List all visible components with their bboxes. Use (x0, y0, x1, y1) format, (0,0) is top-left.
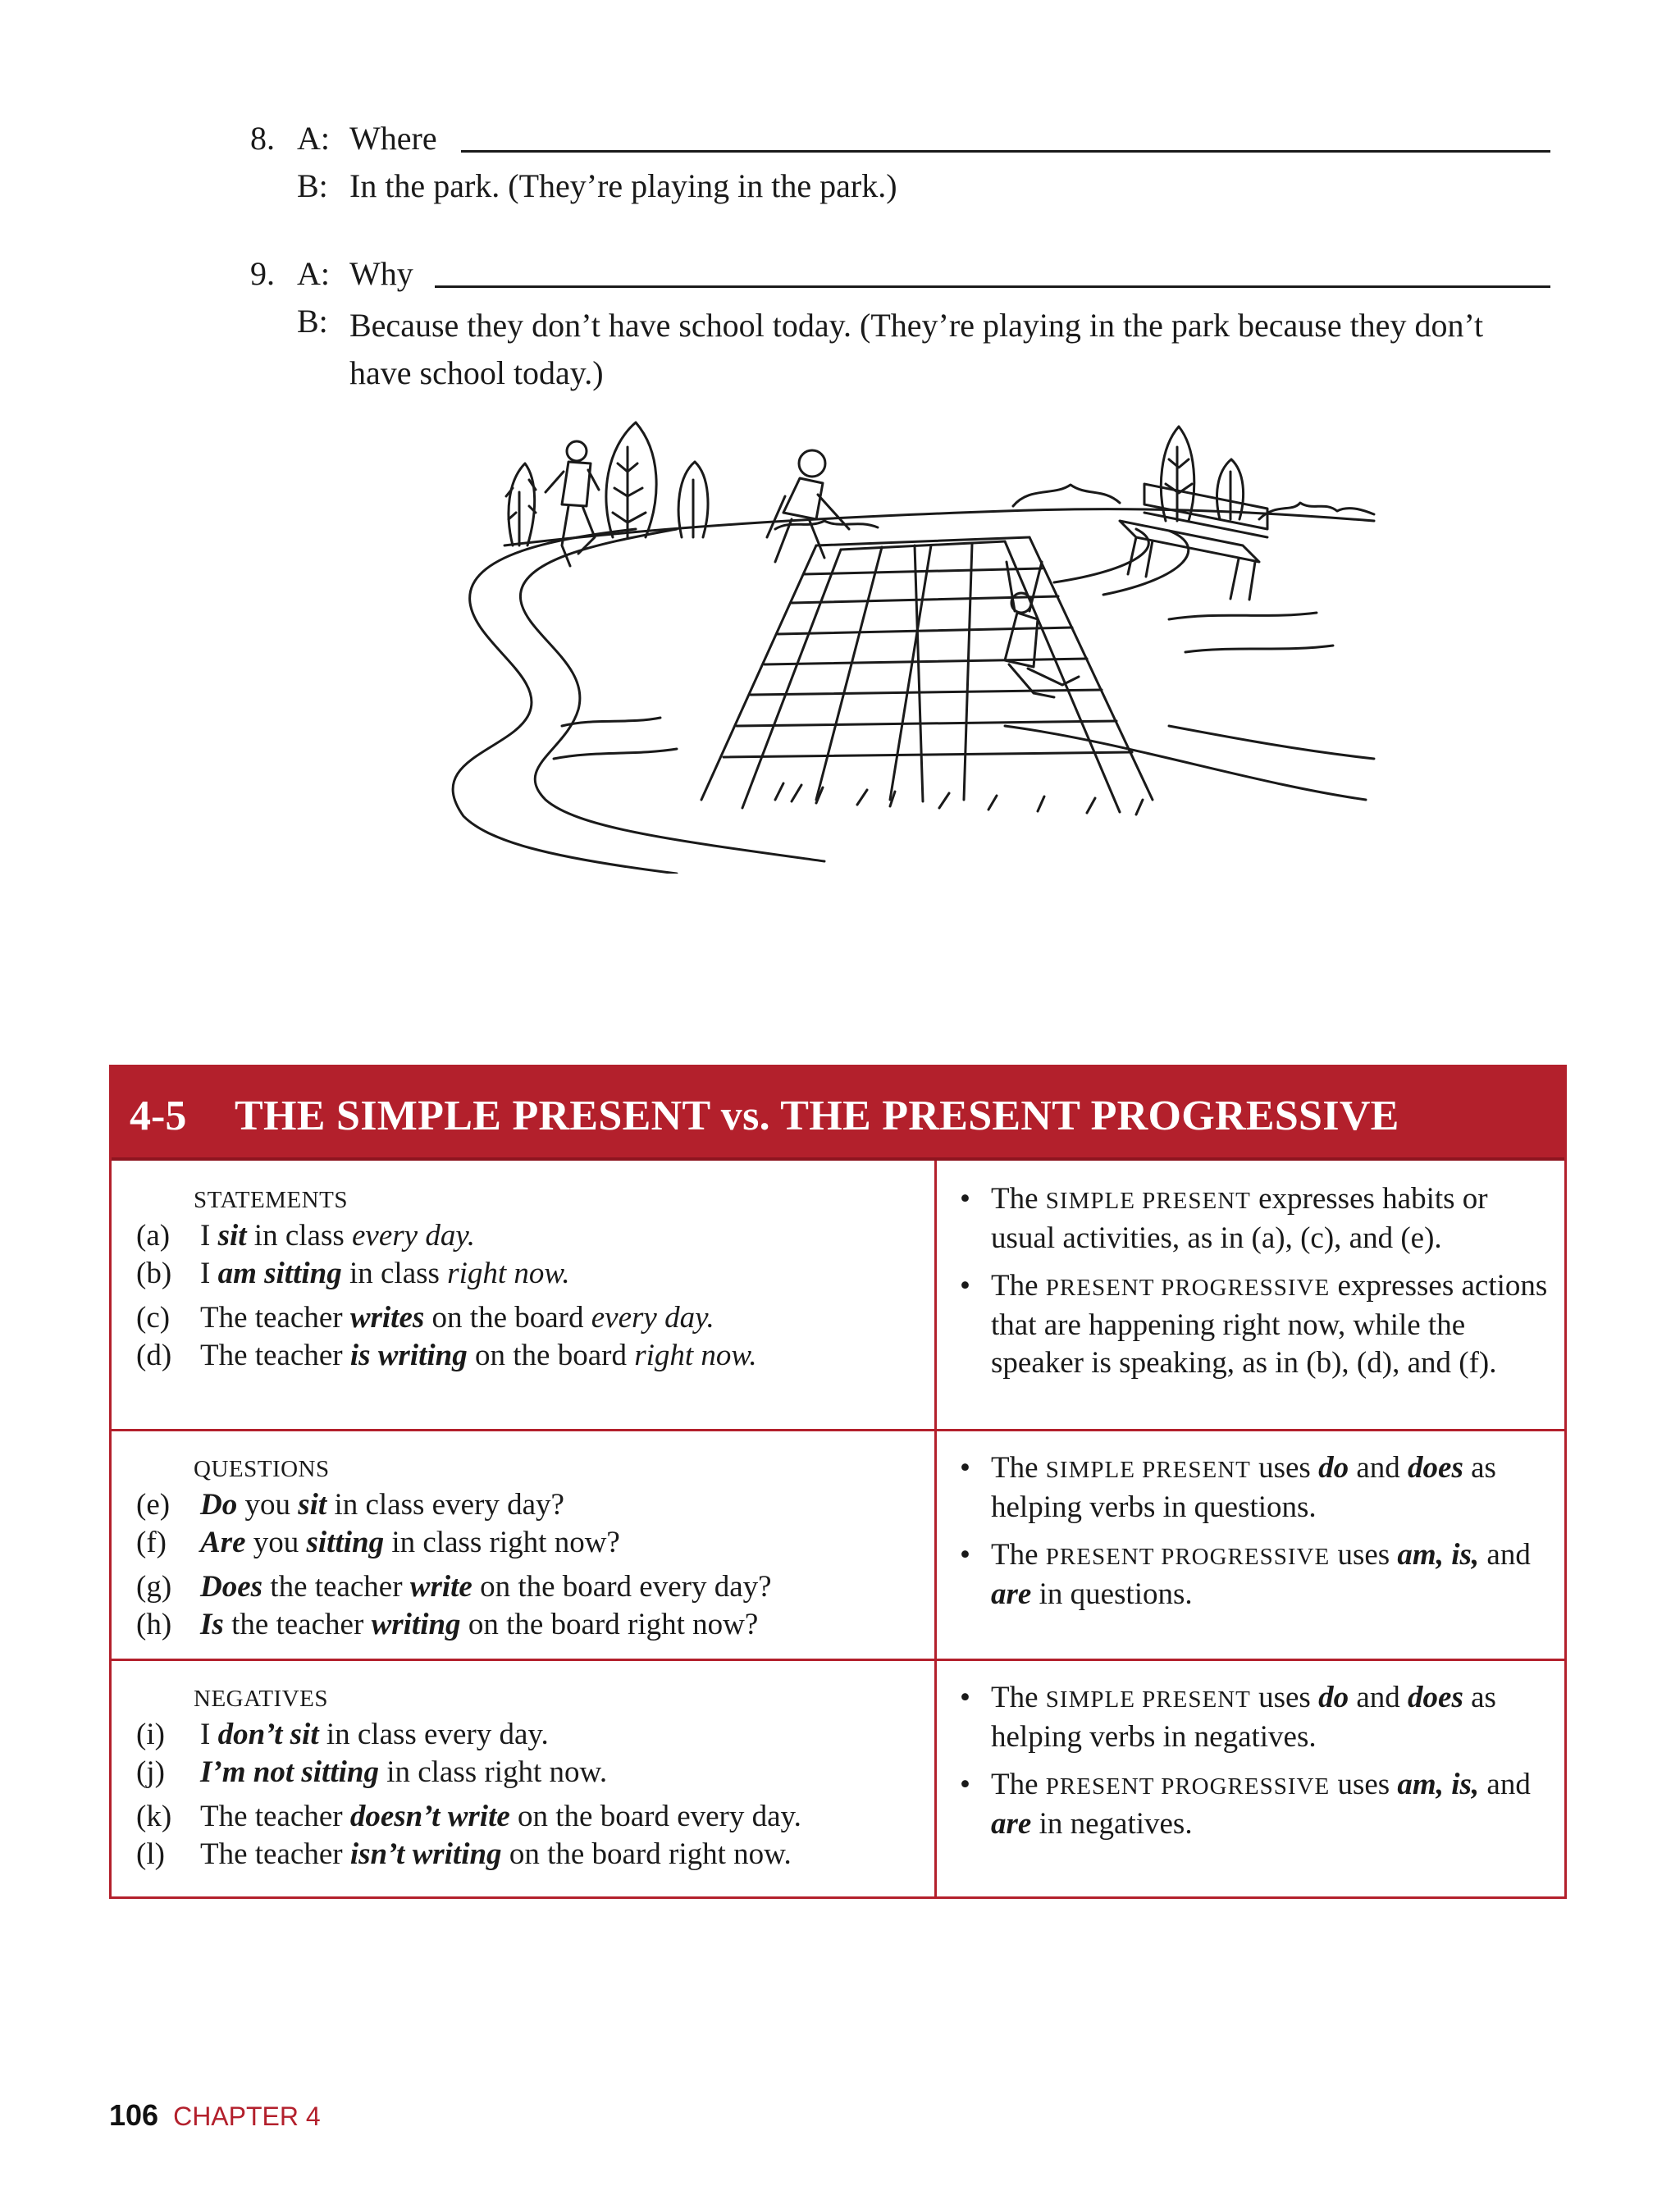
chart-title: THE SIMPLE PRESENT vs. THE PRESENT PROGRESSIVE (235, 1093, 1399, 1139)
emphasized-verb: am, is, (1397, 1768, 1480, 1801)
example-sentence (200, 1607, 758, 1642)
speaker-a: A: (297, 120, 330, 157)
text-run: uses (1330, 1538, 1398, 1572)
emphasized-verb: sitting (306, 1526, 385, 1559)
text-run: The (991, 1681, 1046, 1714)
tense-name: PRESENT PROGRESSIVE (1045, 1275, 1331, 1301)
tense-name: SIMPLE PRESENT (1045, 1686, 1251, 1713)
emphasized-verb: are (991, 1807, 1032, 1841)
negatives-row: NEGATIVES (i) I don’t sit in class every day. (j) I’m not sitting in class right now. (k) The teacher doesn’t write on the board every day. (l) The teacher isn’t writing on the board right now. • The SIMPLE PRESENT uses do and does as helping verbs in negatives. • The PRESENT PROGRESSIVE uses am, is, and are in negatives. (112, 1659, 1564, 1896)
park-illustration (431, 414, 1382, 874)
text-run: in negatives. (1031, 1807, 1193, 1841)
bush-line (1013, 485, 1120, 506)
emphasized-verb: sit (298, 1488, 327, 1522)
text-run: as helping verbs in negatives. (991, 1681, 1496, 1754)
text-run: in class right now. (378, 1755, 608, 1789)
text-run: and (1479, 1538, 1531, 1572)
explanation-bullet (956, 1766, 1555, 1843)
text-run: and (1479, 1768, 1531, 1801)
text-run: and (1349, 1681, 1408, 1714)
emphasized-verb: Do (200, 1488, 238, 1522)
text-run: the teacher (262, 1570, 410, 1604)
text-run: The (991, 1451, 1046, 1485)
path-line (453, 529, 677, 874)
text-run: on the board every day. (509, 1800, 801, 1833)
page-footer (109, 2098, 321, 2133)
explanation-notes (956, 1180, 1555, 1392)
bullet-icon: • (960, 1768, 970, 1801)
exercise-number: 9. (250, 255, 275, 292)
path-line (1169, 726, 1374, 759)
section-heading: NEGATIVES (194, 1686, 328, 1712)
text-run: The (991, 1538, 1046, 1572)
text-run: on the board (424, 1301, 591, 1335)
text-run: The teacher (200, 1339, 350, 1372)
statements-row: STATEMENTS (a) I sit in class every day. (b) I am sitting in class right now. (c) The teacher writes on the board every day. (d) The teacher is writing on the board right now. • The SIMPLE PRESENT expresses habits or usual activities, as in (a), (c), and (e). • The PRESENT PROGRESSIVE expresses actions that are happening right now, while the speaker is speaking, as in (b), (d), and (f). (112, 1161, 1564, 1429)
emphasized-verb: do (1318, 1451, 1349, 1485)
example-sentence (200, 1218, 475, 1253)
tense-name: SIMPLE PRESENT (1045, 1457, 1251, 1483)
chart-code: 4-5 (130, 1093, 187, 1139)
text-run: The teacher (200, 1837, 350, 1871)
grass-line (1169, 613, 1333, 652)
grass-line (775, 783, 1143, 815)
speaker-b: B: (297, 303, 328, 340)
emphasized-verb: doesn’t write (349, 1800, 510, 1833)
example-sentence (200, 1487, 564, 1522)
text-run: you (245, 1526, 307, 1559)
text-run: in questions. (1031, 1577, 1193, 1611)
emphasized-verb: is writing (349, 1339, 468, 1372)
example-sentence (200, 1525, 620, 1560)
example-sentence (200, 1256, 570, 1291)
explanation-notes (956, 1679, 1555, 1853)
text-run: in class every day. (318, 1718, 549, 1751)
emphasized-verb: are (991, 1577, 1032, 1611)
answer-text: Because they don’t have school today. (They’re playing in the park because they don’t have school today.) (349, 307, 1484, 391)
time-expression: every day. (352, 1219, 475, 1253)
explanation-bullet (956, 1267, 1555, 1382)
bullet-icon: • (960, 1451, 970, 1485)
answer-blank[interactable] (435, 285, 1550, 288)
speaker-a: A: (297, 255, 330, 292)
explanation-bullet (956, 1536, 1555, 1613)
speaker-b: B: (297, 167, 328, 204)
bullet-icon: • (960, 1269, 970, 1303)
text-run: in class (246, 1219, 352, 1253)
climbing-frame (701, 537, 1153, 812)
text-run: on the board right now? (460, 1608, 759, 1641)
text-run: The teacher (200, 1301, 350, 1335)
explanation-bullet (956, 1679, 1555, 1756)
text-run: expresses actions that are happening right now, while the speaker is speaking, as in (b), (d), and (f). (991, 1269, 1548, 1380)
text-run: you (237, 1488, 299, 1522)
path-line (1005, 726, 1366, 800)
answer-blank[interactable] (461, 150, 1550, 153)
text-run: in class (341, 1257, 448, 1290)
tree-icon (606, 422, 656, 537)
time-expression: every day. (591, 1301, 714, 1335)
exercise-number: 8. (250, 120, 275, 157)
emphasized-verb: I’m not sitting (200, 1755, 379, 1789)
tense-name: SIMPLE PRESENT (1045, 1188, 1251, 1214)
tense-name: PRESENT PROGRESSIVE (1045, 1544, 1331, 1570)
text-run: uses (1250, 1451, 1319, 1485)
grass-line (554, 718, 677, 759)
answer-text: In the park. (They’re playing in the park.) (349, 167, 897, 204)
example-sentence (200, 1799, 801, 1834)
text-run: on the board every day? (472, 1570, 772, 1604)
bullet-icon: • (960, 1182, 970, 1216)
time-expression: right now. (447, 1257, 570, 1290)
emphasized-verb: Is (200, 1608, 224, 1641)
grammar-chart (109, 1065, 1567, 1899)
text-run: the teacher (223, 1608, 372, 1641)
emphasized-verb: does (1408, 1451, 1463, 1485)
emphasized-verb: do (1318, 1681, 1349, 1714)
text-run: expresses habits or usual activities, as in (a), (c), and (e). (991, 1182, 1488, 1255)
example-sentence (200, 1569, 772, 1604)
tense-name: PRESENT PROGRESSIVE (1045, 1773, 1331, 1800)
explanation-bullet (956, 1449, 1555, 1527)
text-run: uses (1250, 1681, 1319, 1714)
bullet-icon: • (960, 1681, 970, 1714)
explanation-bullet (956, 1180, 1555, 1257)
emphasized-verb: am sitting (217, 1257, 342, 1290)
text-run: I (200, 1219, 218, 1253)
emphasized-verb: does (1408, 1681, 1463, 1714)
text-run: on the board (467, 1339, 635, 1372)
exercise-8 (0, 119, 1680, 234)
text-run: The (991, 1182, 1046, 1216)
tree-icon (506, 463, 536, 545)
emphasized-verb: write (409, 1570, 472, 1604)
time-expression: right now. (634, 1339, 757, 1372)
text-run: I (200, 1718, 218, 1751)
emphasized-verb: Are (200, 1526, 246, 1559)
example-sentence (200, 1717, 549, 1752)
emphasized-verb: sit (217, 1219, 247, 1253)
text-run: in class right now? (384, 1526, 620, 1559)
chart-header (112, 1067, 1564, 1161)
text-run: in class every day? (326, 1488, 564, 1522)
explanation-notes (956, 1449, 1555, 1623)
text-run: The (991, 1768, 1046, 1801)
example-sentence (200, 1300, 714, 1335)
section-heading: STATEMENTS (194, 1187, 348, 1213)
chapter-label: CHAPTER 4 (173, 2102, 321, 2131)
text-run: as helping verbs in questions. (991, 1451, 1496, 1524)
text-run: I (200, 1257, 218, 1290)
emphasized-verb: isn’t writing (349, 1837, 502, 1871)
section-heading: QUESTIONS (194, 1456, 330, 1482)
text-run: The teacher (200, 1800, 350, 1833)
question-stem: Why (349, 255, 413, 292)
emphasized-verb: writes (349, 1301, 425, 1335)
emphasized-verb: Does (200, 1570, 263, 1604)
bullet-icon: • (960, 1538, 970, 1572)
emphasized-verb: writing (371, 1608, 461, 1641)
tree-icon (1161, 427, 1194, 521)
question-stem: Where (349, 120, 437, 157)
page-number: 106 (109, 2098, 159, 2132)
questions-row: QUESTIONS (e) Do you sit in class every day? (f) Are you sitting in class right now? (g) Does the teacher write on the board every day? (h) Is the teacher writing on the board right now? • The SIMPLE PRESENT uses do and does as helping verbs in questions. • The PRESENT PROGRESSIVE uses am, is, and are in questions. (112, 1429, 1564, 1659)
example-sentence (200, 1837, 792, 1872)
example-sentence (200, 1338, 757, 1373)
emphasized-verb: am, is, (1397, 1538, 1480, 1572)
emphasized-verb: don’t sit (217, 1718, 319, 1751)
text-run: and (1349, 1451, 1408, 1485)
exercise-9 (0, 254, 1680, 391)
example-sentence (200, 1755, 607, 1790)
text-run: uses (1330, 1768, 1398, 1801)
text-run: The (991, 1269, 1046, 1303)
text-run: on the board right now. (501, 1837, 792, 1871)
